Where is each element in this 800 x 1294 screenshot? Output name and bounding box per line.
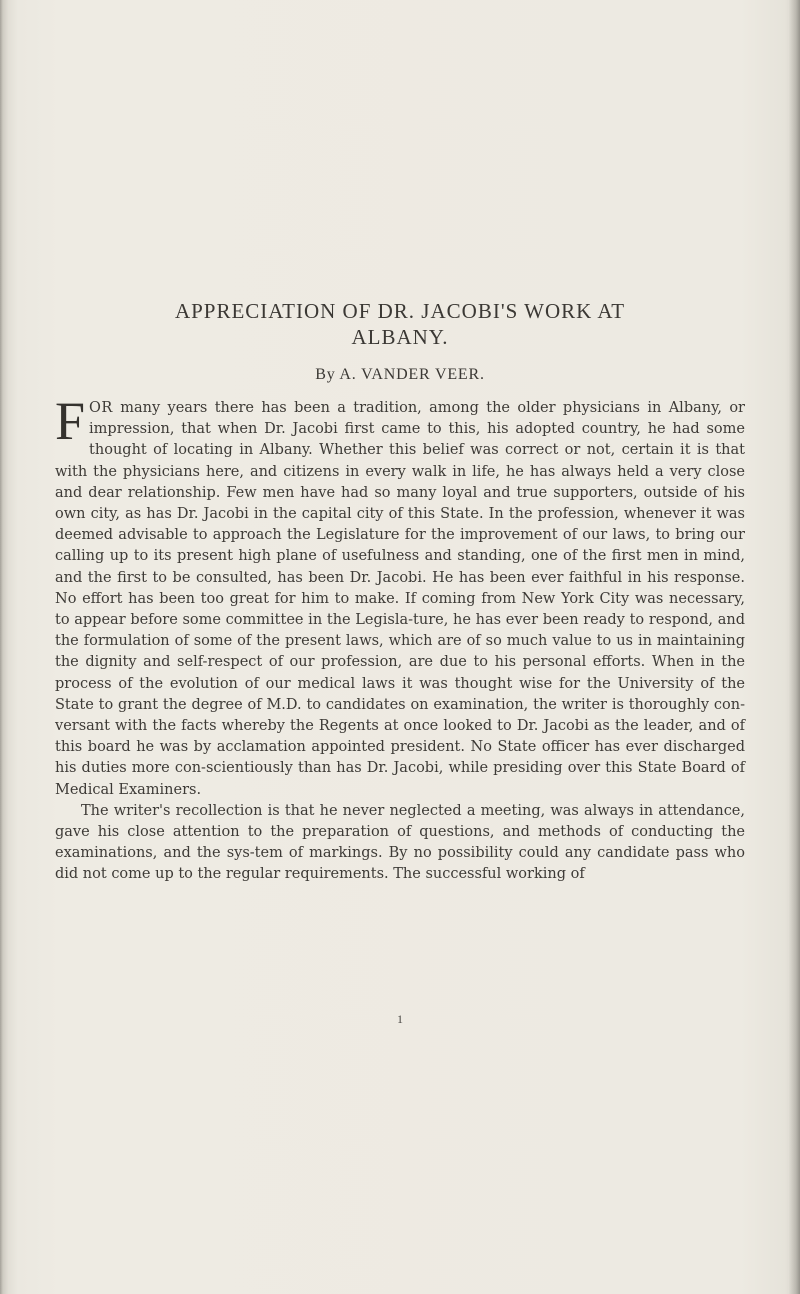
paragraph-1-text: many years there has been a tradition, among the older physicians in Albany, or impression, that when Dr. Jacobi first came to this, his adopted country, he had some thought of locating in Albany. Whether this belief was correct or not, certain it is that with the physicians here, and citizens in every walk in life, he has always held a very close and dear relationship. Few men have had so many loyal and true supporters, outside of his own city, as has Dr. Jacobi in the capital city of this State. In the profession, whenever it was deemed advisable to approach the Legislature for the improvement of our laws, to bring our calling up to its present high plane of usefulness and standing, one of the first men in mind, and the first to be consulted, has been Dr. Jacobi. He has been ever faithful in his response. No effort has been too great for him to make. If coming from New York City was necessary, to appear before some committee in the Legisla-ture, he has ever been ready to respond, and the formulation of some of the present laws, which are of so much value to us in maintaining the dignity and self-respect of our profession, are due to his personal efforts. When in the process of the evolution of our medical laws it was thought wise for the University of the State to grant the degree of M.D. to candidates on examination, the writer is thoroughly con-versant with the facts whereby the Regents at once looked to Dr. Jacobi as the leader, and of this board he was by acclamation appointed president. No State officer has ever discharged his duties more con-scientiously than has Dr. Jacobi, while presiding over this State Board of Medical Examiners. [55,400,745,798]
page-right-shadow [788,0,800,1294]
paragraph-2: The writer's recollection is that he never neglected a meeting, was always in attendance, gave his close attention to the preparation of questions, and methods of conducting the examinations, and the sys-tem of markings. By no possibility could any candidate pass who did not come up to the regular requirements. The successful working of [55,802,745,883]
byline: By A. VANDER VEER. [315,366,485,383]
title-line-1: APPRECIATION OF DR. JACOBI'S WORK AT [174,299,626,323]
page-number: 1 [397,1012,403,1026]
article-body [55,391,745,886]
drop-cap: F [55,391,86,451]
article-title [40,298,760,350]
title-line-2: ALBANY. [351,325,449,349]
opening-word-rest: OR [89,400,113,416]
page-left-shadow [0,0,8,1294]
paragraph-1 [55,391,745,801]
